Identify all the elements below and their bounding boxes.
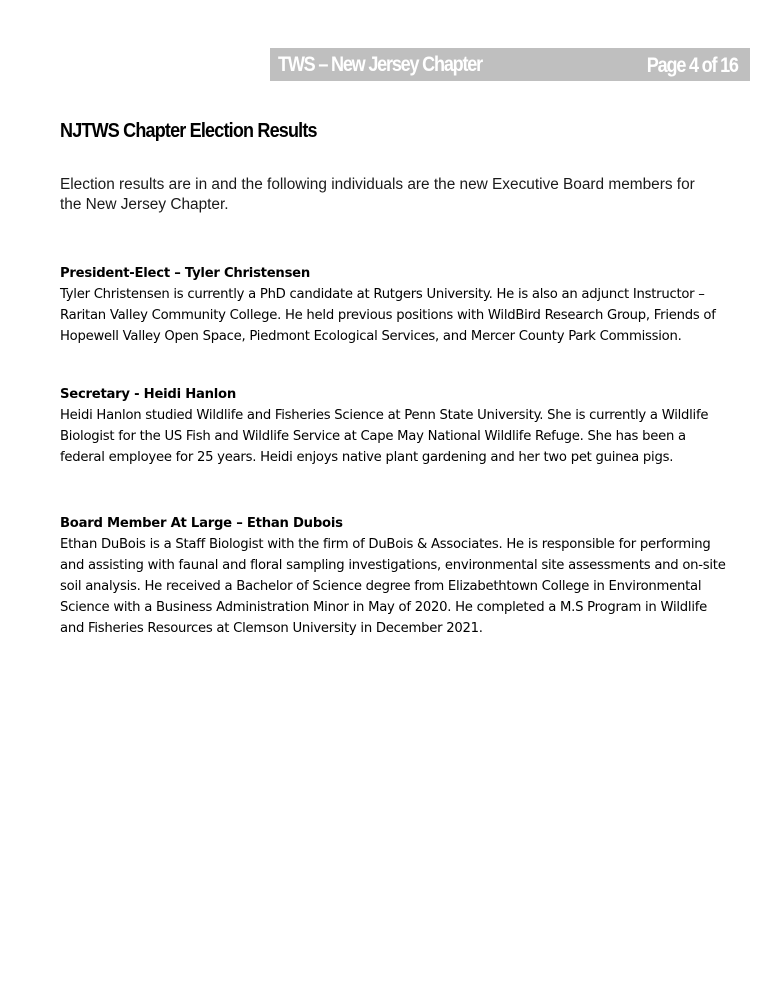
board-member-bio: Tyler Christensen is currently a PhD candidate at Rutgers University. He is also an adjunct Instructor – Raritan Valley Community College. He held previous positions with WildBird Research Group, Friends of Hopewell Valley Open Space, Piedmont Ecological Services, and Mercer County Park Commission.: [60, 287, 716, 344]
board-member-title: President-Elect – Tyler Christensen: [60, 266, 310, 281]
board-member-entry: [60, 513, 730, 639]
board-member-entry: [60, 384, 730, 468]
article-heading: NJTWS Chapter Election Results: [60, 120, 317, 142]
board-member-bio: Heidi Hanlon studied Wildlife and Fisheries Science at Penn State University. She is currently a Wildlife Biologist for the US Fish and Wildlife Service at Cape May National Wildlife Refuge. She has been a federal employee for 25 years. Heidi enjoys native plant gardening and her two pet guinea pigs.: [60, 408, 709, 465]
page-header-bar: [270, 48, 750, 81]
board-member-title: Board Member At Large – Ethan Dubois: [60, 516, 343, 531]
board-member-title: Secretary - Heidi Hanlon: [60, 387, 237, 402]
board-member-entry: [60, 263, 730, 347]
article-intro: Election results are in and the following individuals are the new Executive Board members for the New Jersey Chapter.: [60, 176, 695, 213]
newsletter-title: TWS – New Jersey Chapter: [278, 53, 482, 76]
page-indicator: Page 4 of 16: [647, 54, 738, 77]
board-member-bio: Ethan DuBois is a Staff Biologist with the firm of DuBois & Associates. He is responsible for performing and assisting with faunal and floral sampling investigations, environmental site assessments and on-site soil analysis. He received a Bachelor of Science degree from Elizabethtown College in Environmental Science with a Business Administration Minor in May of 2020. He completed a M.S Program in Wildlife and Fisheries Resources at Clemson University in December 2021.: [60, 537, 726, 636]
